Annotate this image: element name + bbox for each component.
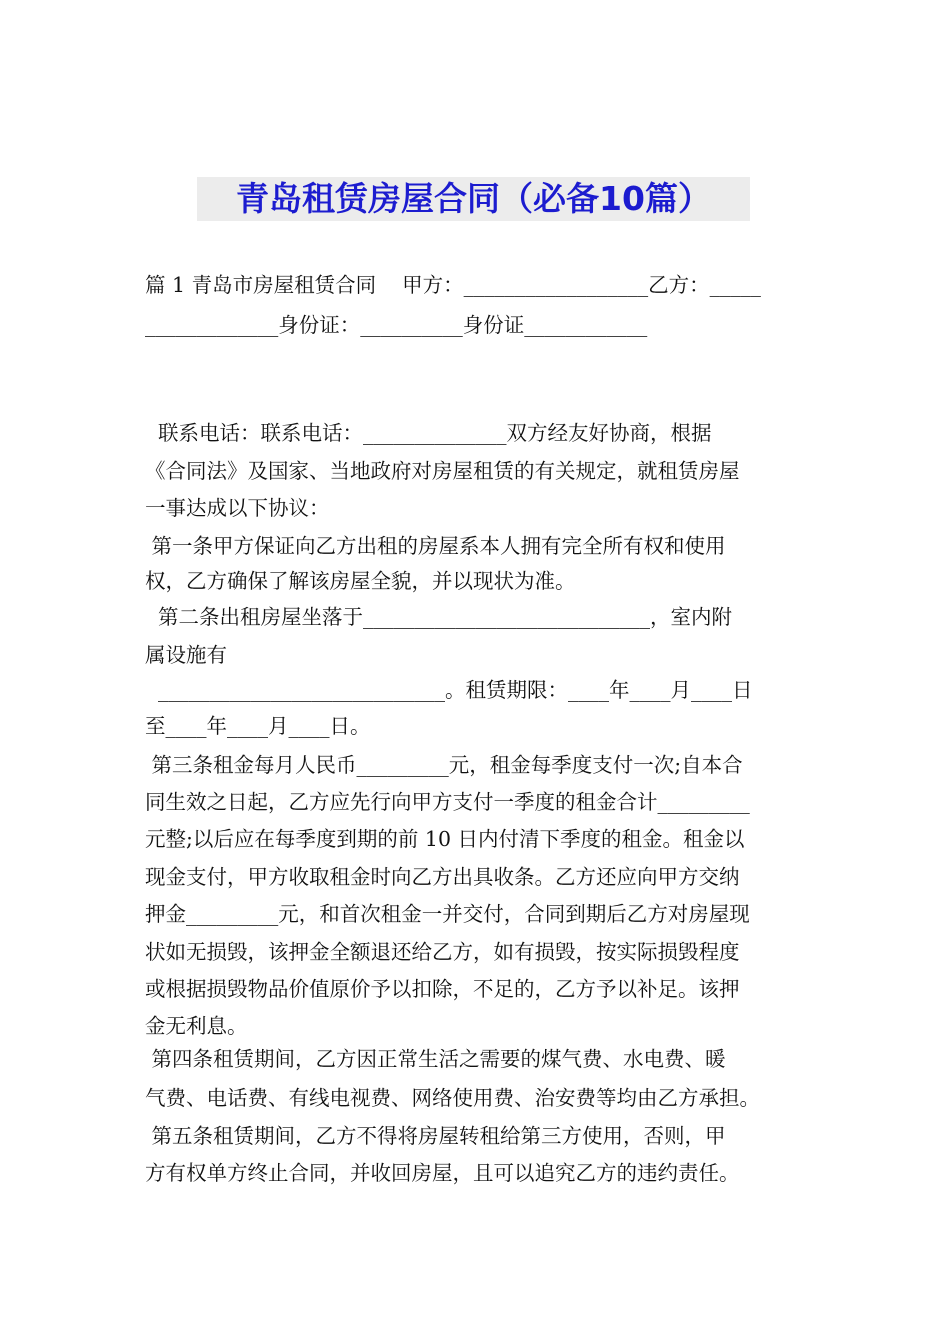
text-line: 第五条租赁期间，乙方不得将房屋转租给第三方使用，否则，甲 — [145, 1124, 726, 1148]
text-line: 第四条租赁期间，乙方因正常生活之需要的煤气费、水电费、暖 — [145, 1047, 726, 1071]
text-line: ____________________________。租赁期限：____年____月____日 — [145, 678, 753, 702]
text-line: 气费、电话费、有线电视费、网络使用费、治安费等均由乙方承担。 — [145, 1086, 760, 1110]
text-line: 或根据损毁物品价值原价予以扣除，不足的，乙方予以补足。该押 — [145, 977, 740, 1001]
text-line: 第二条出租房屋坐落于____________________________，室内附 — [145, 605, 733, 629]
text-line: 方有权单方终止合同，并收回房屋，且可以追究乙方的违约责任。 — [145, 1161, 740, 1185]
text-line: 金无利息。 — [145, 1014, 248, 1038]
text-line: 权，乙方确保了解该房屋全貌，并以现状为准。 — [145, 569, 576, 593]
title-highlight — [197, 177, 750, 221]
text-line: 同生效之日起，乙方应先行向甲方支付一季度的租金合计_________ — [145, 790, 750, 814]
text-line: 元整;以后应在每季度到期的前 10 日内付清下季度的租金。租金以 — [145, 827, 745, 851]
text-line: 篇 1 青岛市房屋租赁合同 甲方：__________________乙方：_____ — [145, 273, 761, 297]
text-line: 现金支付，甲方收取租金时向乙方出具收条。乙方还应向甲方交纳 — [145, 865, 740, 889]
text-line: 第一条甲方保证向乙方出租的房屋系本人拥有完全所有权和使用 — [145, 534, 726, 558]
text-line: 一事达成以下协议： — [145, 496, 330, 520]
text-line: 第三条租金每月人民币_________元，租金每季度支付一次;自本合 — [145, 753, 743, 777]
text-line: 《合同法》及国家、当地政府对房屋租赁的有关规定，就租赁房屋 — [145, 459, 740, 483]
text-line: 至____年____月____日。 — [145, 714, 371, 738]
text-line: 联系电话：联系电话：______________双方经友好协商，根据 — [145, 421, 712, 445]
text-line: 押金_________元，和首次租金一并交付，合同到期后乙方对房屋现 — [145, 902, 750, 926]
document-title: 青岛租赁房屋合同（必备10篇） — [236, 179, 711, 218]
text-line: _____________身份证：__________身份证____________ — [145, 313, 648, 337]
text-line: 属设施有 — [145, 643, 227, 667]
text-line: 状如无损毁，该押金全额退还给乙方，如有损毁，按实际损毁程度 — [145, 940, 740, 964]
